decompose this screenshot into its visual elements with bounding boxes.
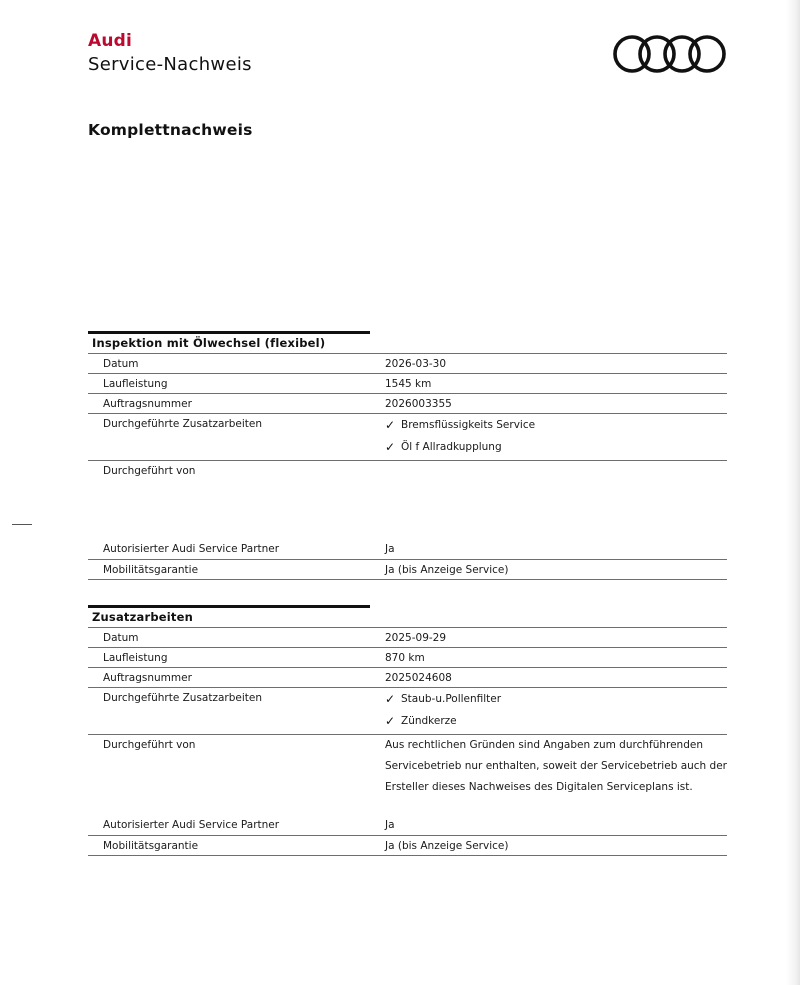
- row-label: Autorisierter Audi Service Partner: [103, 543, 280, 555]
- work-item: [385, 688, 727, 710]
- audi-rings-logo: [612, 34, 728, 80]
- row-value: Ja (bis Anzeige Service): [385, 840, 509, 852]
- row-durchgefuehrt-von: [88, 735, 727, 815]
- work-item-label: Staub-u.Pollenfilter: [401, 693, 502, 705]
- work-item-label: Bremsflüssigkeits Service: [401, 419, 536, 431]
- row-label: Datum: [103, 632, 139, 644]
- row-label: Autorisierter Audi Service Partner: [103, 819, 280, 831]
- audi-rings-icon: [612, 34, 728, 76]
- document-title: Service-Nachweis: [88, 54, 252, 75]
- disclaimer-line: Servicebetrieb nur enthalten, soweit der Servicebetrieb auch der: [385, 760, 727, 772]
- row-label: Laufleistung: [103, 378, 168, 390]
- work-item: [385, 710, 727, 732]
- checkmark-icon: ✓: [385, 440, 396, 454]
- checkmark-icon: ✓: [385, 714, 396, 728]
- row-value: Ja (bis Anzeige Service): [385, 564, 509, 576]
- disclaimer-text: [385, 735, 727, 798]
- margin-mark: [12, 524, 32, 525]
- disclaimer-line: Aus rechtlichen Gründen sind Angaben zum durchführenden: [385, 739, 703, 751]
- row-service-partner: [88, 539, 727, 560]
- section-rule: [88, 605, 370, 608]
- row-mobilitaetsgarantie: [88, 836, 727, 856]
- row-durchgefuehrt-von: [88, 461, 727, 539]
- row-auftragsnummer: [88, 668, 727, 688]
- work-item-label: Öl f Allradkupplung: [401, 441, 502, 453]
- checkmark-icon: ✓: [385, 418, 396, 432]
- work-item: [385, 436, 727, 458]
- row-service-partner: [88, 815, 727, 836]
- row-auftragsnummer: [88, 394, 727, 414]
- page-shadow-edge: [786, 0, 800, 985]
- work-item-label: Zündkerze: [401, 715, 457, 727]
- row-laufleistung: [88, 374, 727, 394]
- row-label: Mobilitätsgarantie: [103, 564, 199, 576]
- row-value: 2025-09-29: [385, 632, 447, 644]
- section-title: Inspektion mit Ölwechsel (flexibel): [92, 336, 326, 350]
- row-label: Durchgeführt von: [103, 739, 196, 751]
- row-value: 2025024608: [385, 672, 452, 684]
- row-value: 870 km: [385, 652, 425, 664]
- work-list: [385, 414, 727, 458]
- row-label: Durchgeführte Zusatzarbeiten: [103, 418, 263, 430]
- row-datum: [88, 354, 727, 374]
- row-zusatzarbeiten: [88, 688, 727, 735]
- row-laufleistung: [88, 648, 727, 668]
- row-value: 2026003355: [385, 398, 452, 410]
- row-label: Durchgeführt von: [103, 465, 196, 477]
- row-value: 1545 km: [385, 378, 432, 390]
- page-title: Komplettnachweis: [88, 121, 253, 139]
- row-datum: [88, 628, 727, 648]
- section-header: [88, 331, 727, 354]
- row-label: Auftragsnummer: [103, 398, 192, 410]
- work-item: [385, 414, 727, 436]
- service-entry-inspection: [88, 331, 727, 580]
- row-value: Ja: [385, 543, 395, 555]
- section-header: [88, 605, 727, 628]
- checkmark-icon: ✓: [385, 692, 396, 706]
- row-value: Ja: [385, 819, 395, 831]
- service-entry-additional-work: [88, 605, 727, 856]
- disclaimer-line: Ersteller dieses Nachweises des Digitalen Serviceplans ist.: [385, 781, 693, 793]
- brand-name: Audi: [88, 31, 133, 51]
- row-value: 2026-03-30: [385, 358, 447, 370]
- row-label: Mobilitätsgarantie: [103, 840, 199, 852]
- row-label: Auftragsnummer: [103, 672, 192, 684]
- section-title: Zusatzarbeiten: [92, 610, 194, 624]
- section-rule: [88, 331, 370, 334]
- row-mobilitaetsgarantie: [88, 560, 727, 580]
- work-list: [385, 688, 727, 732]
- row-zusatzarbeiten: [88, 414, 727, 461]
- row-label: Durchgeführte Zusatzarbeiten: [103, 692, 263, 704]
- row-label: Datum: [103, 358, 139, 370]
- row-label: Laufleistung: [103, 652, 168, 664]
